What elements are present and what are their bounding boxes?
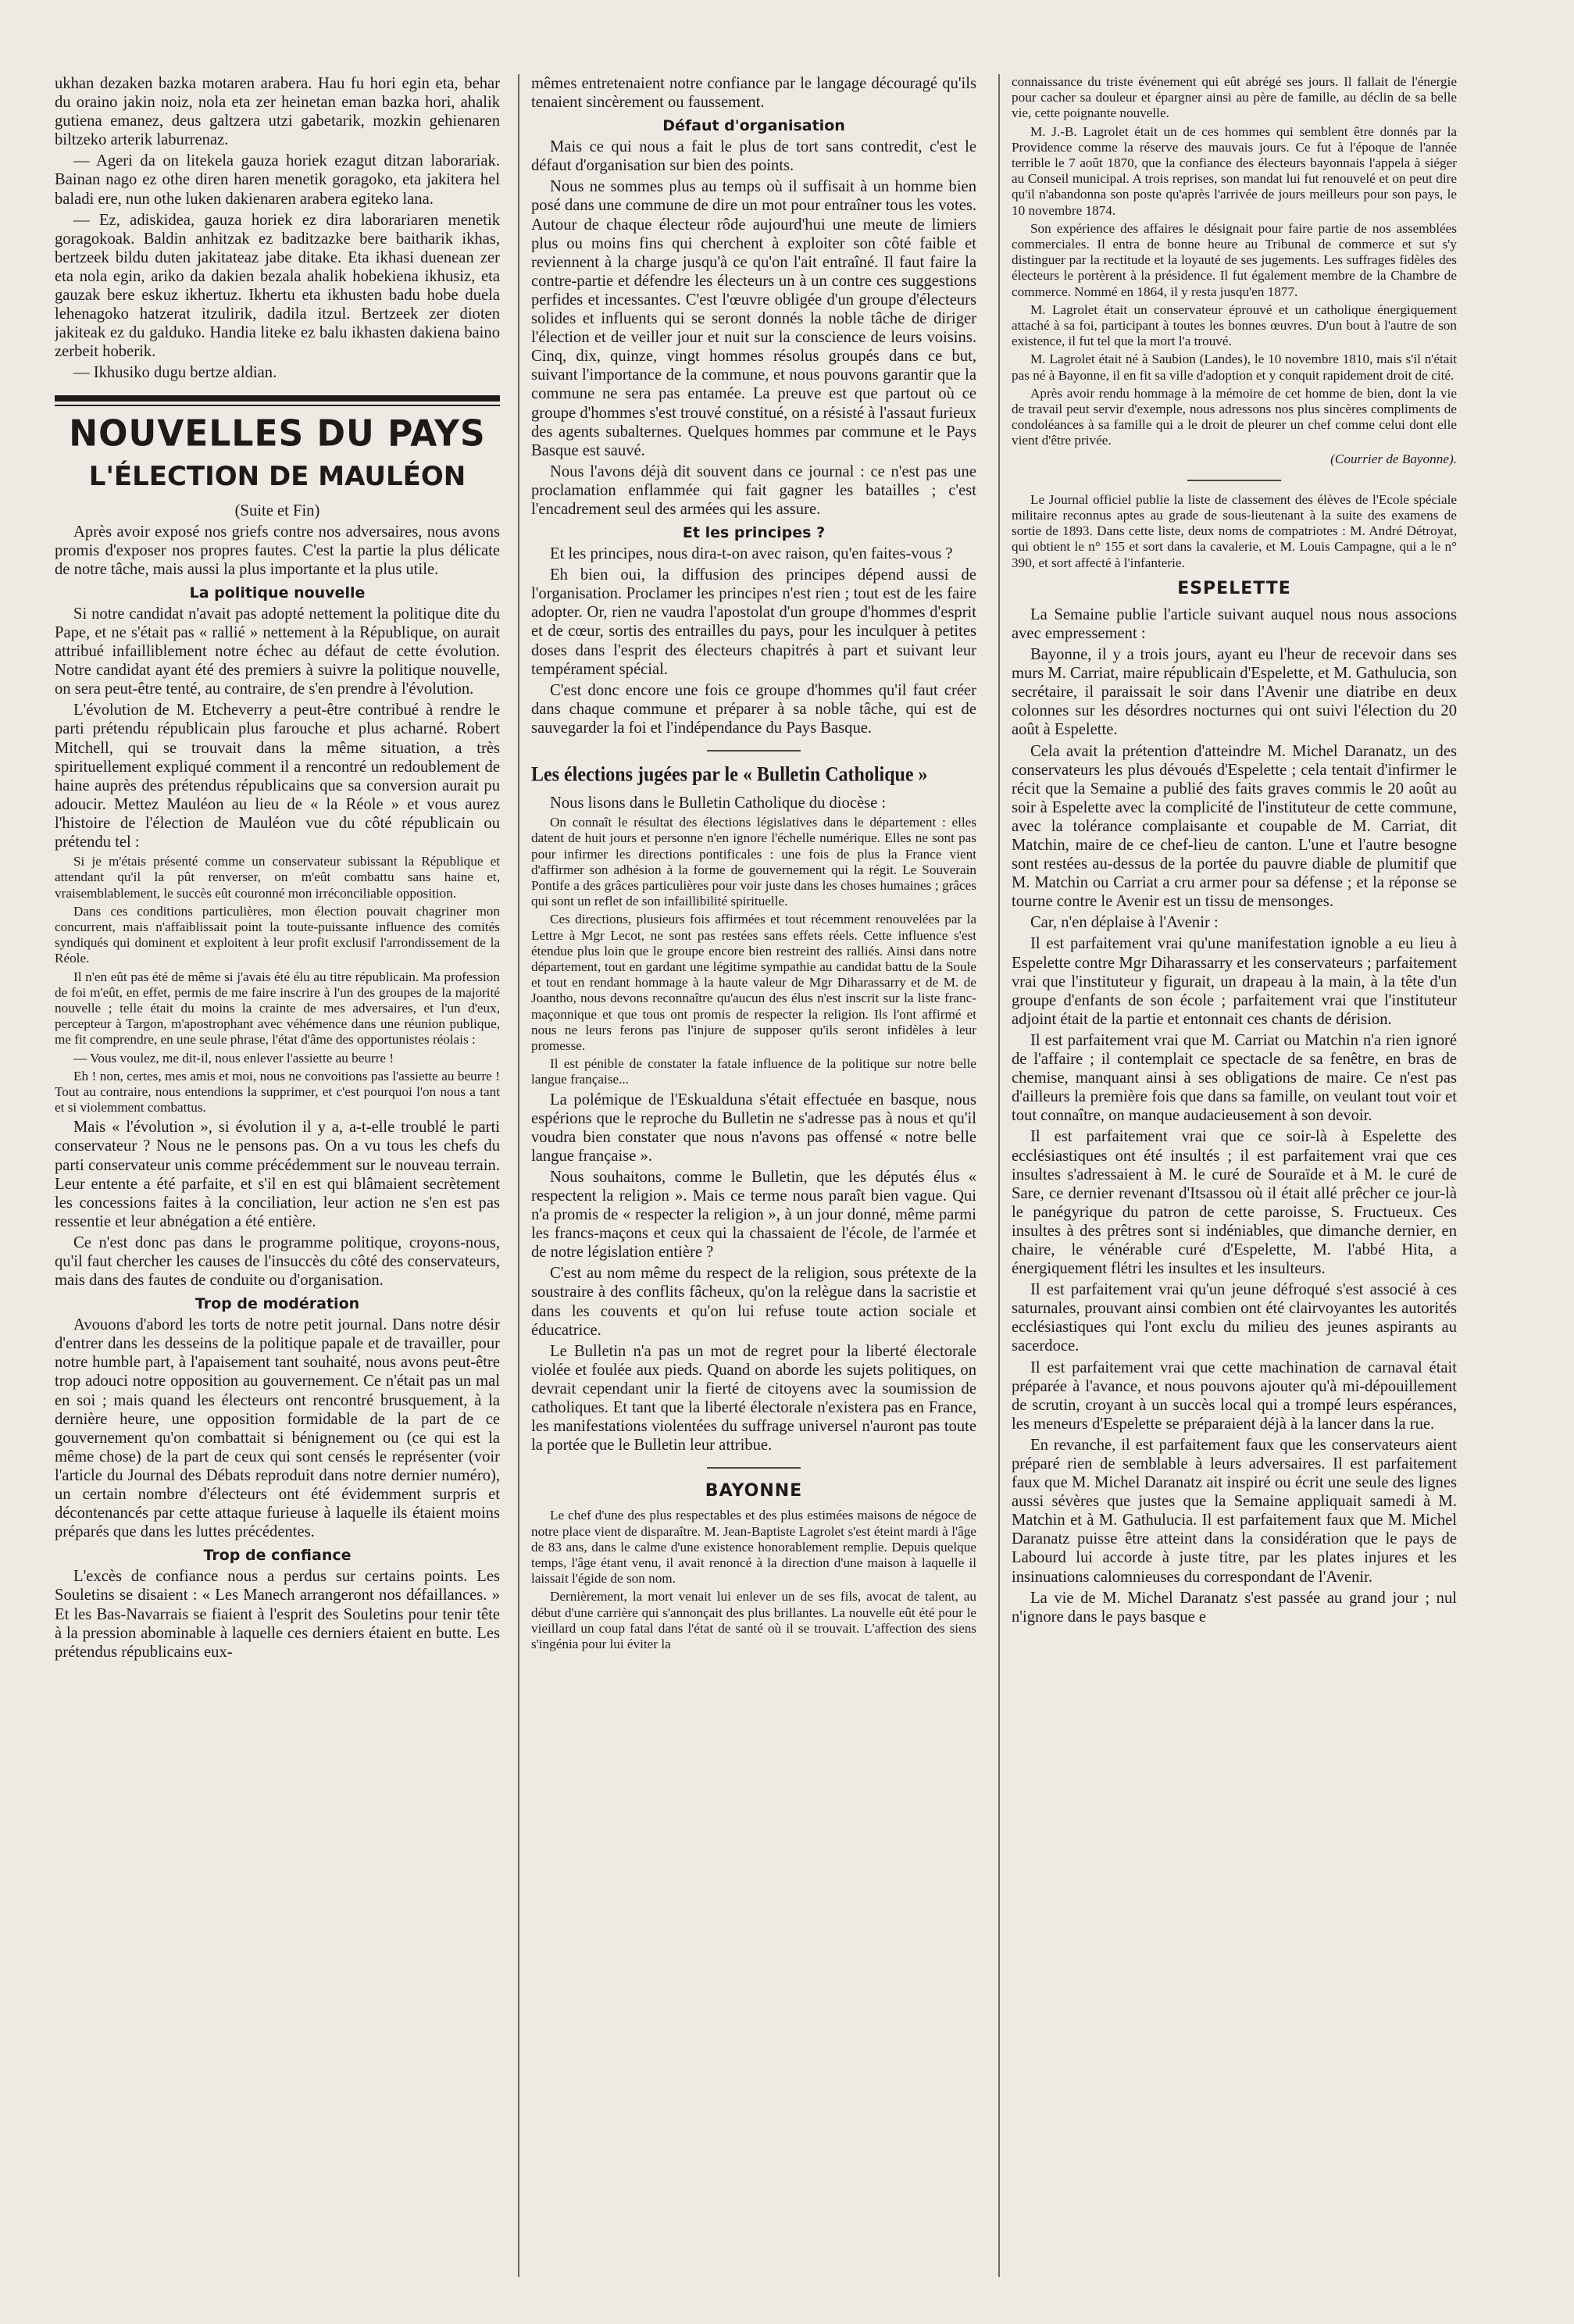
paragraph: Si notre candidat n'avait pas adopté nettement la politique dite du Pape, et ne s'était pas « rallié » nettement à la République, on aurait attribué infailliblement notre échec au défaut de cette évolution. Notre candidat ayant été des premiers à suivre la politique nouvelle, on sera peut-être tenté, au contraire, de s'en prendre à l'évolution. bbox=[55, 605, 500, 698]
paragraph: En revanche, il est parfaitement faux que les conservateurs aient préparé rien de semblable à leurs adversaires. Il est parfaitement faux que M. Michel Daranatz ait inspiré ou écrit une seule des lignes aussi sévères que justes que la Semaine appliquait samedi à M. Matchin et à M. Gathulucia. Il est parfaitement faux que M. Michel Daranatz puisse être atteint dans la considération que le pays de Labourd lui accorde à juste titre, par les plates injures et les insinuations calomnieuses du correspondant de l'Avenir. bbox=[1012, 1436, 1457, 1586]
paragraph: La vie de M. Michel Daranatz s'est passée au grand jour ; nul n'ignore dans le pays basque e bbox=[1012, 1589, 1457, 1626]
paragraph: Le chef d'une des plus respectables et des plus estimées maisons de négoce de notre place vient de disparaître. M. Jean-Baptiste Lagrolet s'est éteint mardi à l'âge de 83 ans, dans le calme d'une existence honorablement remplie. Depuis quelque temps, l'âge étant venu, il avait renoncé à la direction d'une maison à laquelle il laissait l'égide de son nom. bbox=[531, 1508, 976, 1587]
source-credit: (Courrier de Bayonne). bbox=[1330, 451, 1457, 466]
quote-paragraph: Ces directions, plusieurs fois affirmées et tout récemment renouvelées par la Lettre à Mgr Lecot, ne sont pas restées sans effets réels. Cette influence s'est étendue plus loin que le groupe encore bien restreint des ralliés. Ainsi dans notre département, tout en gardant une légitime sympathie au candidat battu de la Soule et tout en rendant hommage à la haute valeur de Mgr Diharassarry et de M. de Joantho, nous devons reconnaître qu'aucun des élus n'est inscrit sur la liste franc-maçonnique et que tous ont promis de respecter la religion. Ils l'ont affirmé et nous ne leurs ferons pas l'injure de supposer qu'ils seront infidèles à leur promesse. bbox=[531, 912, 976, 1053]
paragraph: Car, n'en déplaise à l'Avenir : bbox=[1030, 914, 1219, 932]
paragraph: mêmes entretenaient notre confiance par le langage découragé qu'ils tenaient sincèrement ou faussement. bbox=[531, 75, 976, 112]
newspaper-page bbox=[55, 74, 1469, 2277]
paragraph: Après avoir rendu hommage à la mémoire de cet homme de bien, dont la vie de travail peut servir d'exemple, nous adressons nos plus sincères compliments de condoléances à sa famille qui a le droit de pleurer un chef comme celui dont elle vient d'être privée. bbox=[1012, 385, 1457, 448]
subheading-principes: Et les principes ? bbox=[682, 524, 826, 542]
paragraph: Nous l'avons déjà dit souvent dans ce journal : ce n'est pas une proclamation enflammée qui fait gagner les batailles ; c'est l'encadrement seul des armées qui les assure. bbox=[531, 462, 976, 518]
article-title: L'ÉLECTION DE MAULÉON bbox=[88, 460, 466, 492]
paragraph: C'est donc encore une fois ce groupe d'hommes qu'il faut créer dans chaque commune et préparer à sa noble tâche, qui est de sauvegarder la foi et l'indépendance du Pays Basque. bbox=[531, 681, 976, 737]
quote-paragraph: Il n'en eût pas été de même si j'avais été élu au titre républicain. Ma profession de foi m'eût, en effet, permis de me faire inscrire à l'un des groupes de la majorité nouvelle ; telle était du moins la crainte de mes adversaires, et l'un d'eux, percepteur à Targon, m'apostrophant avec véhémence dans une réunion publique, me fit comprendre, en une seule phrase, l'état d'âme des opportunistes réolais : bbox=[55, 969, 500, 1048]
quote-paragraph: — Vous voulez, me dit-il, nous enlever l'assiette au beurre ! bbox=[73, 1050, 394, 1066]
paragraph: M. Lagrolet était né à Saubion (Landes), le 10 novembre 1810, mais s'il n'était pas né à Bayonne, il en fit sa ville d'adoption et y conquit rapidement droit de cité. bbox=[1012, 352, 1457, 383]
paragraph: Bayonne, il y a trois jours, ayant eu l'heur de recevoir dans ses murs M. Carriat, maire républicain d'Espelette, et M. Gathulucia, son secrétaire, il paraissait le soir dans l'Avenir une diatribe en deux colonnes sur les désordres nocturnes qui ont suivi l'élection du 20 août à Espelette. bbox=[1012, 646, 1457, 739]
article-intro: Après avoir exposé nos griefs contre nos adversaires, nous avons promis d'exposer nos propres fautes. C'est la partie la plus délicate de notre tâche, mais aussi la plus importante et la plus utile. bbox=[55, 523, 500, 578]
paragraph: La Semaine publie l'article suivant auquel nous nous associons avec empressement : bbox=[1012, 605, 1457, 642]
paragraph: M. Lagrolet était un conservateur éprouvé et un catholique énergiquement attaché à sa foi, participant à toutes les bonnes œuvres. D'un bout à l'autre de son existence, il fut tel que la mort l'a trouvé. bbox=[1012, 302, 1457, 349]
paragraph: Avouons d'abord les torts de notre petit journal. Dans notre désir d'entrer dans les desseins de la politique papale et de travailler, pour notre humble part, à l'apaisement tant souhaité, nous avons peut-être trop adouci notre opposition au gouvernement. Ce n'était pas un mal en soi ; mais quand les électeurs ont rencontré brusquement, à la dernière heure, une opposition formidable de la part de ce gouvernement qu'on combattait si bénignement ou (ce qui est la même chose) de la part de ceux qui sont censés le représenter (voir l'article du Journal des Débats reproduit dans notre dernier numéro), un certain nombre d'électeurs ont été évidemment surpris et décontenancés par cette attaque furieuse à laquelle ils étaient moins préparés que dans les luttes précédentes. bbox=[55, 1316, 500, 1541]
article-suite: (Suite et Fin) bbox=[234, 502, 320, 519]
paragraph: Cela avait la prétention d'atteindre M. Michel Daranatz, un des conservateurs les plus dévoués d'Espelette ; cela tentait d'infirmer le récit que la Semaine a publié des faits graves commis le 20 août au soir à Espelette avec la complicité de l'instituteur de cette commune, avec la tolérance complaisante et coupable de M. Carriat, dit Matchin, maire de ce chef-lieu de canton. L'une et l'autre besogne sont restées au-dessus de la portée du pauvre diable de plumitif que M. Matchin ou Carriat a cru armer pour sa défense ; et la réponse se tourne contre le Avenir est un tissu de mensonges. bbox=[1012, 742, 1457, 911]
paragraph: Eh bien oui, la diffusion des principes dépend aussi de l'organisation. Proclamer les principes n'est rien ; tout est de les faire adopter. Or, rien ne vaudra l'apostolat d'un groupe d'hommes d'esprit et de cœur, sortis des entrailles du pays, pour les inculquer à petites doses dans l'esprit des électeurs chapitrés à part et suivant leur tempérament spécial. bbox=[531, 566, 976, 678]
article-divider bbox=[1187, 480, 1281, 481]
subheading-confiance: Trop de confiance bbox=[203, 1547, 352, 1565]
column-1 bbox=[55, 74, 500, 2277]
paragraph: Il est parfaitement vrai que ce soir-là à Espelette des ecclésiastiques ont été insultés ; il est parfaitement vrai que ces insultes s'adressaient à M. le curé de Souraïde et à M. le curé de Sare, ce dernier revenant d'Itsassou où il était allé prêcher ce jour-là le panégyrique du patron de cette paroisse, S. Fructueux. Ces insultes à des prêtres sont si indéniables, que dimanche dernier, en chaire, le vénérable curé d'Espelette, M. l'abbé Hita, a énergiquement flétri les insultes et les insulteurs. bbox=[1012, 1128, 1457, 1278]
quote-paragraph: Eh ! non, certes, mes amis et moi, nous ne convoitions pas l'assiette au beurre ! Tout au contraire, nous entendions la supprimer, et c'est pourquoi l'on nous a tant et si violemment combattus. bbox=[55, 1068, 500, 1116]
basque-paragraph: ukhan dezaken bazka motaren arabera. Hau fu hori egin eta, behar du oraino jakin noiz, nola eta zer heinetan eman bazka hori, ahalik gutiena emanez, deus galtzera utzi gabetarik, mozkin gehienaren biltzeko arterik laburrenaz. bbox=[55, 75, 500, 149]
section-thin-rule bbox=[55, 405, 500, 406]
subheading-moderation: Trop de modération bbox=[195, 1295, 360, 1313]
column-divider bbox=[998, 74, 1000, 2277]
paragraph: M. J.-B. Lagrolet était un de ces hommes qui semblent être donnés par la Providence comme la réserve des mauvais jours. Ce fut à l'époque de l'année terrible le 7 août 1870, que la confiance des électeurs bayonnais l'appela à siéger au Conseil municipal. A trois reprises, son mandat lui fut renouvelé et on peut dire qu'il n'abandonna son poste qu'après l'arrivée de jours meilleurs pour son pays, le 10 novembre 1874. bbox=[1012, 123, 1457, 218]
paragraph: Nous lisons dans le Bulletin Catholique du diocèse : bbox=[550, 794, 887, 812]
column-2 bbox=[531, 74, 976, 2277]
quote-paragraph: On connaît le résultat des élections législatives dans le département : elles datent de huit jours et personne n'en ignore l'échelle numérique. Elles ne sont pas pour infirmer les directions pontificales : une fois de plus la France vient d'affirmer son adhésion à la forme de gouvernement qui la régit. Le Souverain Pontife a des grâces particulières pour voir juste dans les choses humaines ; grâces qui sont un reflet de son infaillibilité spirituelle. bbox=[531, 815, 976, 909]
paragraph: Il est parfaitement vrai que M. Carriat ou Matchin n'a rien ignoré de l'affaire ; il contemplait ce spectacle de sa fenêtre, en bras de chemise, manquant ainsi à ses obligations de maire. Ce n'est pas d'ailleurs la première fois que dans sa famille, on veulant tout voir et tout connaître, on manque audacieusement à son devoir. bbox=[1012, 1031, 1457, 1125]
paragraph: Il est parfaitement vrai qu'un jeune défroqué s'est associé à ces saturnales, prouvant ainsi combien ont été clairvoyantes les autorités ecclésiastiques qui l'ont exclu du milieu des jeunes aspirants au sacerdoce. bbox=[1012, 1281, 1457, 1355]
paragraph: Et les principes, nous dira-t-on avec raison, qu'en faites-vous ? bbox=[550, 545, 953, 563]
article-title-bulletin: Les élections jugées par le « Bulletin Catholique » bbox=[531, 763, 928, 787]
paragraph: Dernièrement, la mort venait lui enlever un de ses fils, avocat de talent, au début d'une carrière qui s'annonçait des plus brillantes. La nouvelle eût été pour le vieillard un coup fatal dans l'état de santé où il se trouvait. L'affection des siens s'ingénia pour lui éviter la bbox=[531, 1589, 976, 1651]
place-heading-bayonne: BAYONNE bbox=[705, 1481, 803, 1501]
article-divider bbox=[707, 1467, 801, 1469]
paragraph: Ce n'est donc pas dans le programme politique, croyons-nous, qu'il faut chercher les causes de l'insuccès du côté des conservateurs, mais dans des fautes de conduite ou d'organisation. bbox=[55, 1233, 500, 1290]
quote-paragraph: Si je m'étais présenté comme un conservateur subissant la République et attendant qu'il la pût renverser, on m'eût combattu sans haine et, vraisemblablement, le succès eût couronné mon irréconciliable opposition. bbox=[55, 854, 500, 901]
paragraph: Son expérience des affaires le désignait pour faire partie de nos assemblées commerciales. Il entra de bonne heure au Tribunal de commerce et sut s'y distinguer par la rectitude et la loyauté de ses jugements. Les suffrages fidèles des électeurs le portèrent à la présidence. Il fut également membre de la Chambre de commerce. Nommé en 1864, il y resta jusqu'en 1877. bbox=[1012, 220, 1457, 299]
paragraph: C'est au nom même du respect de la religion, sous prétexte de la soustraire à des conflits fâcheux, qu'on la relègue dans la sacristie et dans les couvents et qu'on lui refuse toute action sociale et éducatrice. bbox=[531, 1265, 976, 1339]
paragraph: connaissance du triste événement qui eût abrégé ses jours. Il fallait de l'énergie pour cacher sa douleur et épargner ainsi au père de famille, au déclin de sa belle vie, cette poignante nouvelle. bbox=[1012, 74, 1457, 121]
column-3 bbox=[1012, 74, 1457, 2277]
paragraph: Mais ce qui nous a fait le plus de tort sans contredit, c'est le défaut d'organisation sur bien des points. bbox=[531, 138, 976, 175]
quote-paragraph: Il est pénible de constater la fatale influence de la politique sur notre belle langue française... bbox=[531, 1056, 976, 1087]
basque-paragraph: — Ikhusiko dugu bertze aldian. bbox=[73, 364, 277, 382]
basque-paragraph: — Ageri da on litekela gauza horiek ezagut ditzan laborariak. Bainan nago ez othe diren haren menetik goragoko, eta jakitera hel baladi ere, nun othe luken dakienaren arabera egiteko lana. bbox=[55, 152, 500, 208]
basque-paragraph: — Ez, adiskidea, gauza horiek ez dira laborariaren menetik goragokoak. Baldin anhitzak ez baditzazke bere baitharik ikhas, bertzeek bildu duten jakitateaz jabe ditake. Eta ikhasi duenean zer eta nola egin, ariko da dakien bezala ahalik hobekiena ikhusiz, eta gauzak bere eskuz ikhertuz. Ikhertu eta ikhusten badu hobe duela lehenagoko hatzerat itzulirik, dadila itzul. Bertzeek zer dioten jakiteak ez du galduko. Handia liteke ez balu ikhasten dakiena baino zerbeit hoberik. bbox=[55, 211, 500, 361]
paragraph: La polémique de l'Eskualduna s'était effectuée en basque, nous espérions que le reproche du Bulletin ne s'adresse pas à nous et qu'il voudra bien constater que nous n'avons pas offensé « notre belle langue française ». bbox=[531, 1091, 976, 1165]
section-rule bbox=[55, 395, 500, 402]
paragraph: Il est parfaitement vrai qu'une manifestation ignoble a eu lieu à Espelette contre Mgr Diharassarry et les conservateurs ; parfaitement vrai que l'instituteur y figurait, un drapeau à la main, à la tête d'un groupe d'enfants de son école ; parfaitement vrai que l'instituteur adjoint était de la partie et entonnait ces chants de dérision. bbox=[1012, 935, 1457, 1028]
paragraph: L'évolution de M. Etcheverry a peut-être contribué à rendre le parti prétendu républicain plus farouche et plus acharné. Robert Mitchell, qui se trouvait dans la même situation, a très spirituellement expliqué comment il a rencontré un redoublement de haine auprès des prétendus républicains que sa conversion aurait pu adoucir. Mettez Mauléon au lieu de « la Réole » et vous aurez l'histoire de l'élection de Mauléon vue du côté républicain ou prétendu tel : bbox=[55, 701, 500, 851]
paragraph: Mais « l'évolution », si évolution il y a, a-t-elle troublé le parti conservateur ? Nous ne le pensons pas. On a vu tous les chefs du parti conservateur unis comme précédemment sur le nouveau terrain. Leur entente a été parfaite, et s'il en est qui blâmaient secrètement les concessions faites à la conciliation, leur action ne s'en est pas ressentie et leur abnégation a été entière. bbox=[55, 1119, 500, 1230]
section-title: NOUVELLES DU PAYS bbox=[69, 412, 486, 455]
paragraph: Il est parfaitement vrai que cette machination de carnaval était préparée à l'avance, et nous pouvons ajouter qu'à mi-dépouillement de scrutin, croyant à un succès local qui a trompé leurs espérances, les meneurs d'Espelette se préparaient déjà à la lancer dans la rue. bbox=[1012, 1358, 1457, 1433]
paragraph: L'excès de confiance nous a perdus sur certains points. Les Souletins se disaient : « Les Manech arrangeront nos défaillances. » Et les Bas-Navarrais se fiaient à l'esprit des Souletins pour tenir tête à la pression abominable à laquelle ces derniers étaient en butte. Les prétendus républicains eux- bbox=[55, 1568, 500, 1661]
place-heading-espelette: ESPELETTE bbox=[1177, 578, 1291, 598]
paragraph: Le Journal officiel publie la liste de classement des élèves de l'Ecole spéciale militaire reconnus aptes au grade de sous-lieutenant à la suite des examens de sortie de 1893. Dans cette liste, deux noms de compatriotes : M. André Détroyat, qui obtient le n° 155 et sort dans la cavalerie, et M. Louis Campagne, qui a le n° 390, et sort affecté à l'infanterie. bbox=[1012, 491, 1457, 570]
column-divider bbox=[518, 74, 519, 2277]
subheading-organisation: Défaut d'organisation bbox=[662, 117, 845, 135]
quote-paragraph: Dans ces conditions particulières, mon élection pouvait chagriner mon concurrent, mais n'affaiblissait point la toute-puissante influence des comités syndiqués qui dominent et exploitent à leur profit exclusif l'arrondissement de la Réole. bbox=[55, 903, 500, 966]
subheading-politique: La politique nouvelle bbox=[189, 584, 366, 602]
paragraph: Le Bulletin n'a pas un mot de regret pour la liberté électorale violée et foulée aux pieds. Quand on aborde les sujets politiques, on devrait cependant unir la fierté de citoyens avec la soumission de catholiques. Et tant que la liberté électorale n'existera pas en France, les manifestations violentées du suffrage universel n'auront pas toute la portée que le Bulletin leur attribue. bbox=[531, 1342, 976, 1455]
paragraph: Nous ne sommes plus au temps où il suffisait à un homme bien posé dans une commune de dire un mot pour entraîner tous les votes. Autour de chaque électeur rôde aujourd'hui une meute de limiers plus ou moins fins qui cherchent à exploiter son côté faible et reviennent à la charge jusqu'à ce qu'on l'ait entraîné. Il faut faire la contre-partie et défendre les électeurs un à un contre ces suggestions perfides et incessantes. C'est l'œuvre obligée d'un groupe d'électeurs solides et influents qui se seront donnés la noble tâche de diriger l'élection et de veiller jour et nuit sur la conscience de leurs voisins. Cinq, dix, quinze, vingt hommes résolus groupés dans ce but, suivant l'importance de la commune, et nous pouvons garantir que la commune ne sera pas entamée. La preuve est que partout où ce groupe d'hommes s'est trouvé constitué, on a résisté à l'assaut furieux des agents subalternes. Quelques hommes par commune et le Pays Basque est sauvé. bbox=[531, 178, 976, 459]
paragraph: Nous souhaitons, comme le Bulletin, que les députés élus « respectent la religion ». Mais ce terme nous paraît bien vague. Qui n'a promis de « respecter la religion », à un jour donné, même parmi les francs-maçons et ceux qui la chassaient de l'école, de l'armée et de notre législation entière ? bbox=[531, 1168, 976, 1262]
article-divider bbox=[707, 750, 801, 751]
